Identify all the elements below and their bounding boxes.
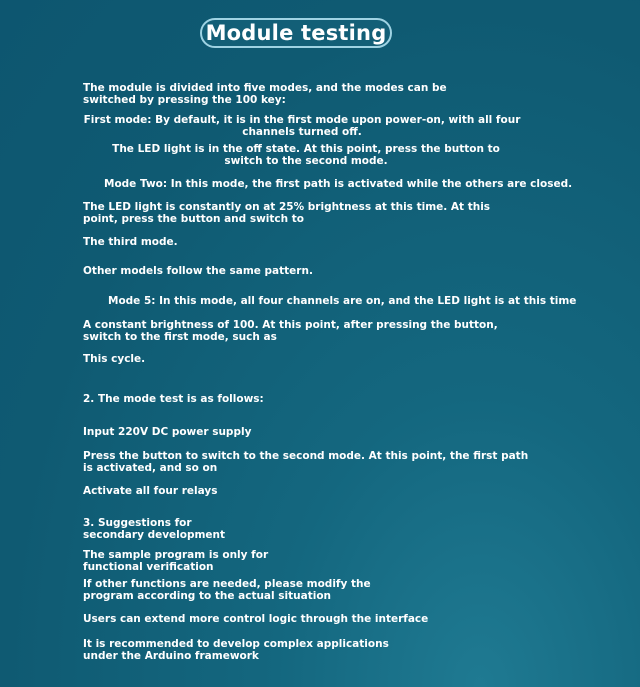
cycle-line: This cycle. xyxy=(83,353,146,365)
led-off-paragraph: The LED light is in the off state. At this point, press the button to switch to the second mode. xyxy=(112,143,500,167)
modify-program-paragraph: If other functions are needed, please modify the program according to the actual situation xyxy=(83,578,371,602)
intro-paragraph: The module is divided into five modes, and the modes can be switched by pressing the 100 key: xyxy=(83,82,447,106)
other-models-line: Other models follow the same pattern. xyxy=(83,265,313,277)
press-button-paragraph: Press the button to switch to the second mode. At this point, the first path is activated, and so on xyxy=(83,450,529,474)
sample-program-paragraph: The sample program is only for functional verification xyxy=(83,549,269,573)
brightness-100-paragraph: A constant brightness of 100. At this point, after pressing the button, switch to the first mode, such as xyxy=(83,319,498,343)
mode-two-paragraph: Mode Two: In this mode, the first path is activated while the others are closed. xyxy=(104,178,573,190)
section-3-heading: 3. Suggestions for secondary development xyxy=(83,517,226,541)
third-mode-line: The third mode. xyxy=(83,236,178,248)
led-25-paragraph: The LED light is constantly on at 25% brightness at this time. At this point, press the button and switch to xyxy=(83,201,491,225)
first-mode-paragraph: First mode: By default, it is in the first mode upon power-on, with all four channels turned off. xyxy=(83,114,521,138)
activate-relays-line: Activate all four relays xyxy=(83,485,218,497)
power-supply-line: Input 220V DC power supply xyxy=(83,426,252,438)
page-title: Module testing xyxy=(205,21,387,45)
mode-five-paragraph: Mode 5: In this mode, all four channels are on, and the LED light is at this time xyxy=(108,295,577,307)
title-badge xyxy=(200,18,392,48)
extend-logic-line: Users can extend more control logic through the interface xyxy=(83,613,429,625)
arduino-paragraph: It is recommended to develop complex applications under the Arduino framework xyxy=(83,638,389,662)
section-2-heading: 2. The mode test is as follows: xyxy=(83,393,264,405)
